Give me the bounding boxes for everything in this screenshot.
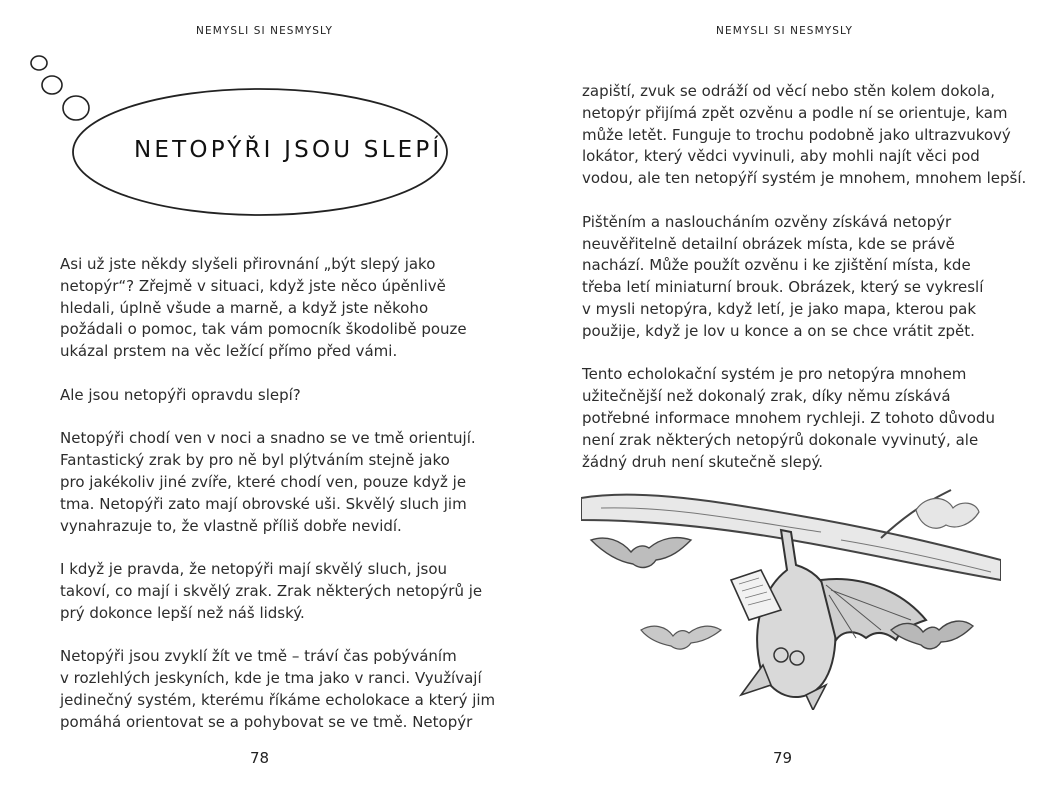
text-line: v rozlehlých jeskyních, kde je tma jako v ranci. Využívají xyxy=(60,669,482,688)
text-line: netopýr“? Zřejmě v situaci, když jste něco úpěnlivě xyxy=(60,276,446,295)
text-line: prý dokonce lepší než náš lidský. xyxy=(60,603,305,622)
text-line: není zrak některých netopýrů dokonale vyvinutý, ale xyxy=(582,430,979,449)
text-line: užitečnější než dokonalý zrak, díky němu získává xyxy=(582,387,951,406)
text-line: Asi už jste někdy slyšeli přirovnání „být slepý jako xyxy=(60,255,436,273)
paragraph xyxy=(582,364,994,473)
text-line: netopýr přijímá zpět ozvěnu a podle ní se orientuje, kam xyxy=(582,103,1008,122)
text-line: takoví, co mají i skvělý zrak. Zrak některých netopýrů je xyxy=(60,581,483,600)
paragraph xyxy=(60,385,465,407)
bat-illustration-icon xyxy=(581,480,1001,710)
paragraph xyxy=(60,428,476,537)
text-line: vodou, ale ten netopýří systém je mnohem, mnohem lepší. xyxy=(582,169,1027,188)
text-line: třeba letí miniaturní brouk. Obrázek, který se vykreslí xyxy=(582,278,984,297)
left-body-text xyxy=(60,254,496,755)
text-line: požádali o pomoc, tak vám pomocník škodolibě pouze xyxy=(60,320,467,339)
text-line: Pištěním a nasloucháním ozvěny získává netopýr xyxy=(582,212,952,231)
text-line: pomáhá orientovat se a pohybovat se ve tmě. Netopýr xyxy=(60,712,473,731)
text-line: ukázal prstem na věc ležící přímo před vámi. xyxy=(60,342,398,361)
text-line: může letět. Funguje to trochu podobně jako ultrazvukový xyxy=(582,125,1011,144)
paragraph xyxy=(60,254,465,363)
small-bubble xyxy=(31,56,47,70)
moth xyxy=(916,498,979,528)
text-line: hledali, úplně všude a marně, a když jste někoho xyxy=(60,298,429,317)
running-head: NEMYSLI SI NESMYSLY xyxy=(196,25,334,37)
page-number: 79 xyxy=(773,749,793,767)
text-line: Tento echolokační systém je pro netopýra mnohem xyxy=(582,365,967,384)
page-number: 78 xyxy=(250,749,270,767)
paragraph xyxy=(60,646,496,733)
text-line: žádný druh není skutečně slepý. xyxy=(582,452,824,471)
right-body-text xyxy=(582,81,1027,495)
text-line: I když je pravda, že netopýři mají skvělý sluch, jsou xyxy=(60,560,448,579)
text-line: nachází. Může použít ozvěnu i ke zjištění místa, kde xyxy=(582,256,971,275)
text-line: použije, když je lov u konce a on se chce vrátit zpět. xyxy=(582,321,975,340)
small-bubble xyxy=(63,96,89,120)
text-line: Ale jsou netopýři opravdu slepí? xyxy=(60,385,301,404)
right-page xyxy=(521,0,1043,800)
text-line: tma. Netopýři zato mají obrovské uši. Skvělý sluch jim xyxy=(60,494,467,513)
chapter-title: NETOPÝŘI JSOU SLEPÍ xyxy=(134,137,443,163)
flying-bat xyxy=(641,626,721,649)
paragraph xyxy=(60,559,483,624)
left-page xyxy=(0,0,521,800)
flying-bat xyxy=(891,621,973,649)
text-line: pro jakékoliv jiné zvíře, které chodí ven, pouze když je xyxy=(60,472,467,491)
paragraph xyxy=(582,81,1027,190)
text-line: neuvěřitelně detailní obrázek místa, kde se právě xyxy=(582,234,955,253)
paragraph xyxy=(582,212,994,343)
text-line: vynahrazuje to, že vlastně příliš dobře nevidí. xyxy=(60,516,402,535)
small-bubble xyxy=(42,76,62,94)
text-line: Netopýři jsou zvyklí žít ve tmě – tráví čas pobýváním xyxy=(60,647,457,666)
running-head: NEMYSLI SI NESMYSLY xyxy=(716,25,854,37)
text-line: v mysli netopýra, když letí, je jako mapa, kterou pak xyxy=(582,299,977,318)
text-line: lokátor, který vědci vyvinuli, aby mohli najít věci pod xyxy=(582,147,980,166)
text-line: zapiští, zvuk se odráží od věcí nebo stěn kolem dokola, xyxy=(582,82,995,100)
text-line: Fantastický zrak by pro ně byl plýtváním stejně jako xyxy=(60,451,450,470)
text-line: jedinečný systém, kterému říkáme echolokace a který jim xyxy=(60,690,496,709)
flying-bat xyxy=(591,538,691,568)
text-line: Netopýři chodí ven v noci a snadno se ve tmě orientují. xyxy=(60,429,476,448)
text-line: potřebné informace mnohem rychleji. Z tohoto důvodu xyxy=(582,408,995,427)
thought-bubble-icon xyxy=(0,0,521,230)
